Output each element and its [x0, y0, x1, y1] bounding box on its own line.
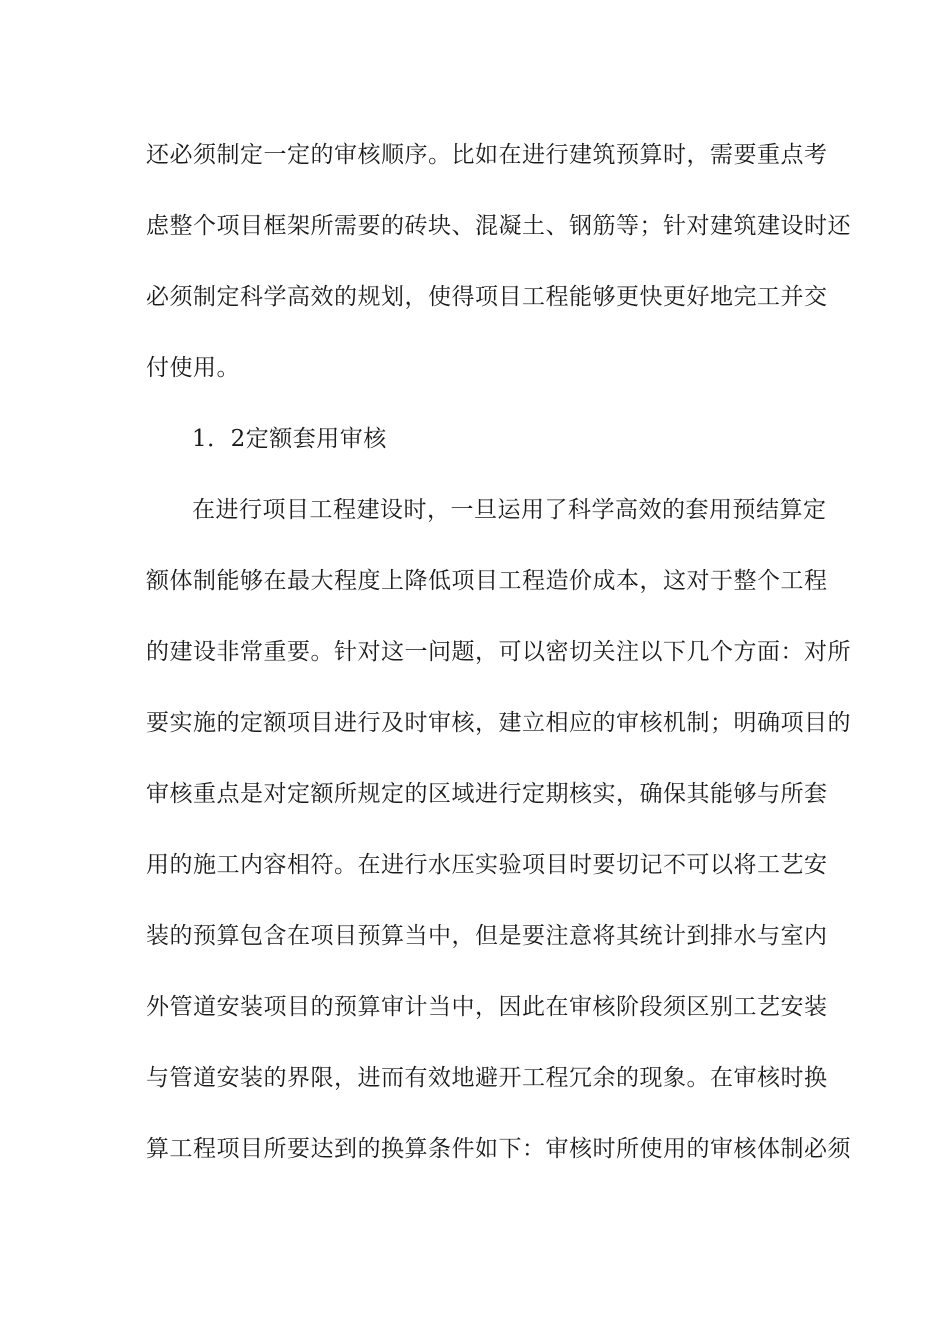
paragraph-line: 必须制定科学高效的规划，使得项目工程能够更快更好地完工并交 — [146, 284, 828, 310]
paragraph-line: 虑整个项目框架所需要的砖块、混凝土、钢筋等；针对建筑建设时还 — [146, 213, 851, 239]
paragraph-line: 算工程项目所要达到的换算条件如下：审核时所使用的审核体制必须 — [146, 1136, 851, 1162]
paragraph-line: 要实施的定额项目进行及时审核，建立相应的审核机制；明确项目的 — [146, 710, 851, 736]
paragraph-line: 的建设非常重要。针对这一问题，可以密切关注以下几个方面：对所 — [146, 639, 851, 665]
paragraph-line: 付使用。 — [146, 355, 240, 381]
paragraph-line: 在进行项目工程建设时，一旦运用了科学高效的套用预结算定 — [192, 497, 827, 523]
paragraph-line: 装的预算包含在项目预算当中，但是要注意将其统计到排水与室内 — [146, 923, 828, 949]
paragraph-line: 与管道安装的界限，进而有效地避开工程冗余的现象。在审核时换 — [146, 1065, 828, 1091]
paragraph-line: 外管道安装项目的预算审计当中，因此在审核阶段须区别工艺安装 — [146, 994, 828, 1020]
paragraph-line: 还必须制定一定的审核顺序。比如在进行建筑预算时，需要重点考 — [146, 142, 828, 168]
paragraph-line: 审核重点是对定额所规定的区域进行定期核实，确保其能够与所套 — [146, 781, 828, 807]
paragraph-line: 用的施工内容相符。在进行水压实验项目时要切记不可以将工艺安 — [146, 852, 828, 878]
section-heading: 1．2定额套用审核 — [192, 426, 387, 452]
paragraph-line: 额体制能够在最大程度上降低项目工程造价成本，这对于整个工程 — [146, 568, 828, 594]
